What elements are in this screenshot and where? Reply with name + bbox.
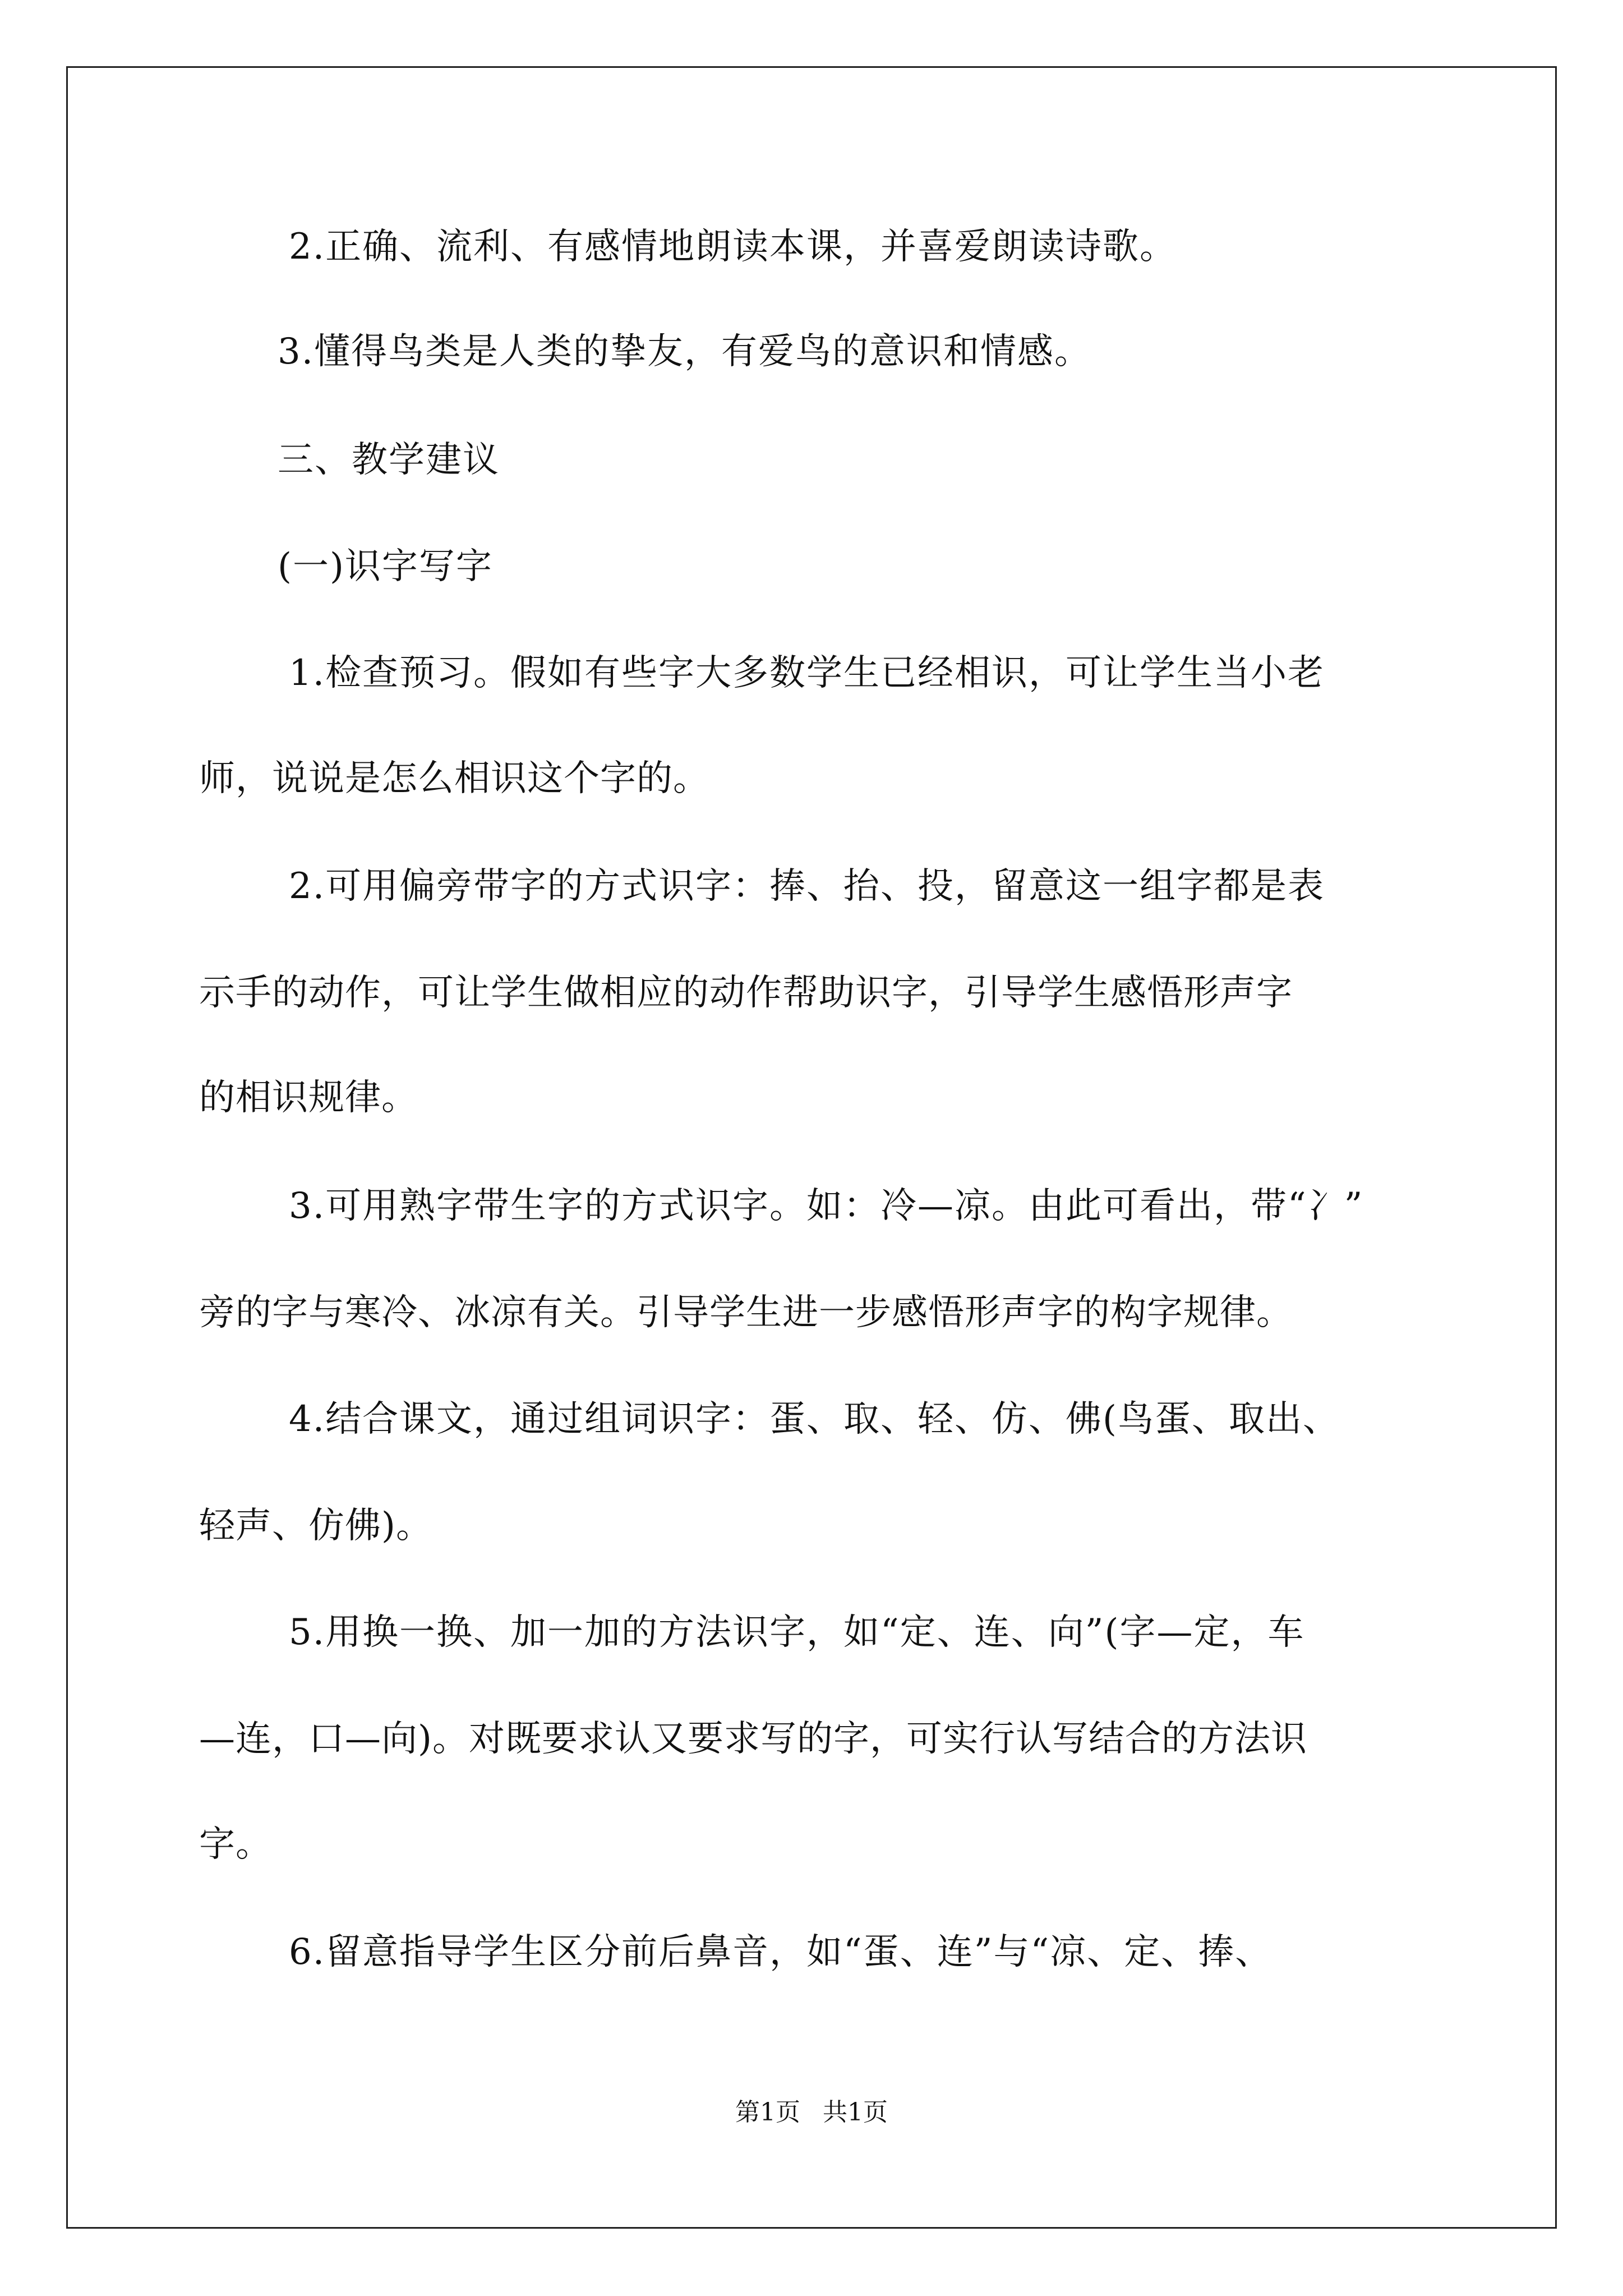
- paragraph-9-line-1: 5.用换一换、加一加的方法识字，如“定、连、向”(字—定，车: [289, 1612, 1305, 1653]
- paragraph-7-line-1: 3.可用熟字带生字的方式识字。如：冷—凉。由此可看出，带“冫”: [289, 1185, 1364, 1227]
- paragraph-5-line-1: 1.检查预习。假如有些字大多数学生已经相识，可让学生当小老: [289, 652, 1325, 694]
- paragraph-1: 2.正确、流利、有感情地朗读本课，并喜爱朗读诗歌。: [289, 226, 1177, 268]
- paragraph-8-line-1: 4.结合课文，通过组词识字：蛋、取、轻、仿、佛(鸟蛋、取出、: [289, 1398, 1340, 1440]
- paragraph-9-line-2: —连，口—向)。对既要求认又要求写的字，可实行认写结合的方法识: [199, 1718, 1307, 1760]
- paragraph-5-line-2: 师，说说是怎么相识这个字的。: [199, 758, 709, 799]
- paragraph-8-line-2: 轻声、仿佛)。: [199, 1505, 432, 1547]
- section-heading-teaching-suggestions: 三、教学建议: [278, 439, 500, 481]
- page-number-total: 共1页: [823, 2098, 888, 2127]
- paragraph-9-line-3: 字。: [199, 1824, 272, 1865]
- paragraph-6-line-1: 2.可用偏旁带字的方式识字：捧、抬、投，留意这一组字都是表: [289, 866, 1325, 907]
- page-border: [66, 66, 1557, 2229]
- paragraph-2: 3.懂得鸟类是人类的挚友，有爱鸟的意识和情感。: [278, 331, 1092, 372]
- subsection-heading-literacy: (一)识字写字: [278, 546, 493, 587]
- page-footer: [0, 2097, 1623, 2128]
- paragraph-10-line-1: 6.留意指导学生区分前后鼻音，如“蛋、连”与“凉、定、捧、: [289, 1931, 1272, 1973]
- paragraph-6-line-3: 的相识规律。: [199, 1077, 418, 1119]
- page-number-current: 第1页: [735, 2098, 800, 2127]
- paragraph-6-line-2: 示手的动作，可让学生做相应的动作帮助识字，引导学生感悟形声字: [199, 972, 1293, 1014]
- paragraph-7-line-2: 旁的字与寒冷、冰凉有关。引导学生进一步感悟形声字的构字规律。: [199, 1292, 1293, 1333]
